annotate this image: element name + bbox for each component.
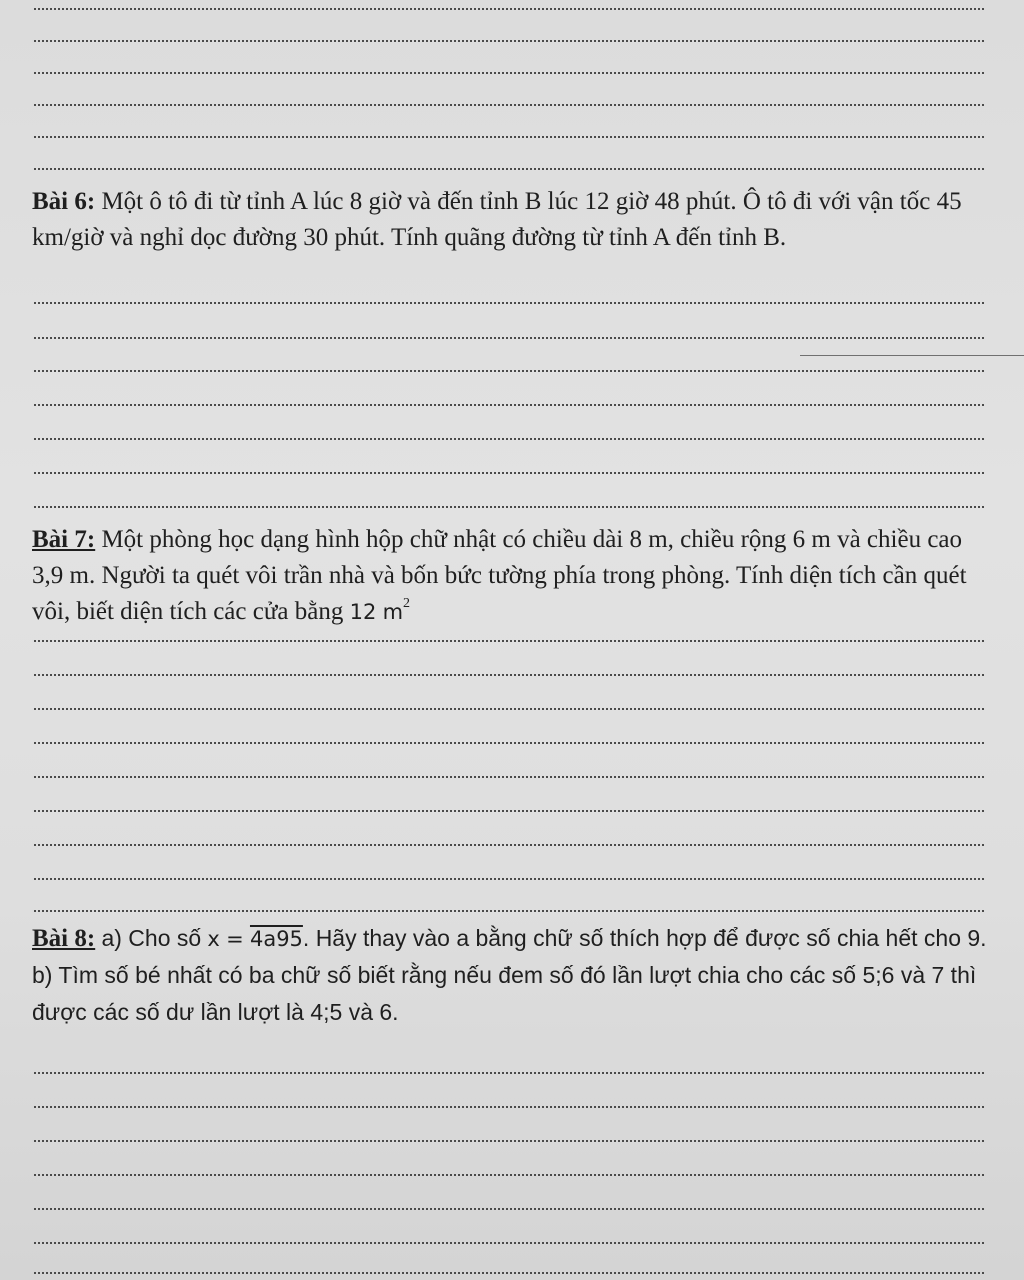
problem-6	[32, 184, 992, 256]
part-b-text: b) Tìm số bé nhất có ba chữ số biết rằng nếu đem số đó lần lượt chia cho các số 5;6 và 7 thì được các số dư lần lượt là 4;5 và 6.	[32, 962, 977, 1025]
answer-line	[34, 506, 984, 508]
answer-line	[34, 708, 984, 710]
answer-line	[34, 1242, 984, 1244]
equals-sign: =	[226, 927, 244, 951]
answer-line	[34, 438, 984, 440]
area-unit: m	[382, 600, 404, 624]
problem-6-label: Bài 6:	[32, 188, 96, 215]
problem-8	[32, 920, 992, 1031]
part-a-prefix: a) Cho số	[101, 925, 202, 951]
answer-line	[34, 404, 984, 406]
problem-7	[32, 522, 992, 630]
variable-x: x	[207, 927, 220, 951]
answer-line	[34, 910, 984, 912]
answer-line	[34, 1072, 984, 1074]
answer-line	[34, 674, 984, 676]
area-exponent: 2	[403, 596, 411, 611]
answer-line	[34, 337, 984, 339]
answer-line	[34, 370, 984, 372]
answer-line	[34, 1272, 984, 1274]
answer-line	[34, 472, 984, 474]
page-edge-mark	[800, 355, 1024, 356]
answer-line	[34, 1106, 984, 1108]
problem-8-label: Bài 8:	[32, 925, 96, 952]
answer-line	[34, 776, 984, 778]
answer-line	[34, 72, 984, 74]
answer-line	[34, 104, 984, 106]
answer-line	[34, 878, 984, 880]
answer-line	[34, 8, 984, 10]
answer-line	[34, 844, 984, 846]
problem-6-text: Một ô tô đi từ tỉnh A lúc 8 giờ và đến tỉnh B lúc 12 giờ 48 phút. Ô tô đi với vận tốc 45 km/giờ và nghỉ dọc đường 30 phút. Tính quãng đường từ tỉnh A đến tỉnh B.	[32, 188, 962, 251]
part-a-suffix: . Hãy thay vào a bằng chữ số thích hợp để được số chia hết cho 9.	[302, 925, 987, 951]
answer-line	[34, 302, 984, 304]
answer-line	[34, 1174, 984, 1176]
area-value: 12	[349, 600, 377, 624]
problem-7-text: Một phòng học dạng hình hộp chữ nhật có chiều dài 8 m, chiều rộng 6 m và chiều cao 3,9 m. Người ta quét vôi trần nhà và bốn bức tường phía trong phòng. Tính diện tích cần quét vôi, biết diện tích các cửa bằng	[32, 526, 967, 625]
answer-line	[34, 1208, 984, 1210]
answer-line	[34, 1140, 984, 1142]
answer-line	[34, 40, 984, 42]
overlined-number: 4a95	[249, 927, 303, 951]
answer-line	[34, 168, 984, 170]
answer-line	[34, 742, 984, 744]
answer-line	[34, 810, 984, 812]
problem-7-label: Bài 7:	[32, 526, 96, 553]
answer-line	[34, 640, 984, 642]
answer-line	[34, 136, 984, 138]
